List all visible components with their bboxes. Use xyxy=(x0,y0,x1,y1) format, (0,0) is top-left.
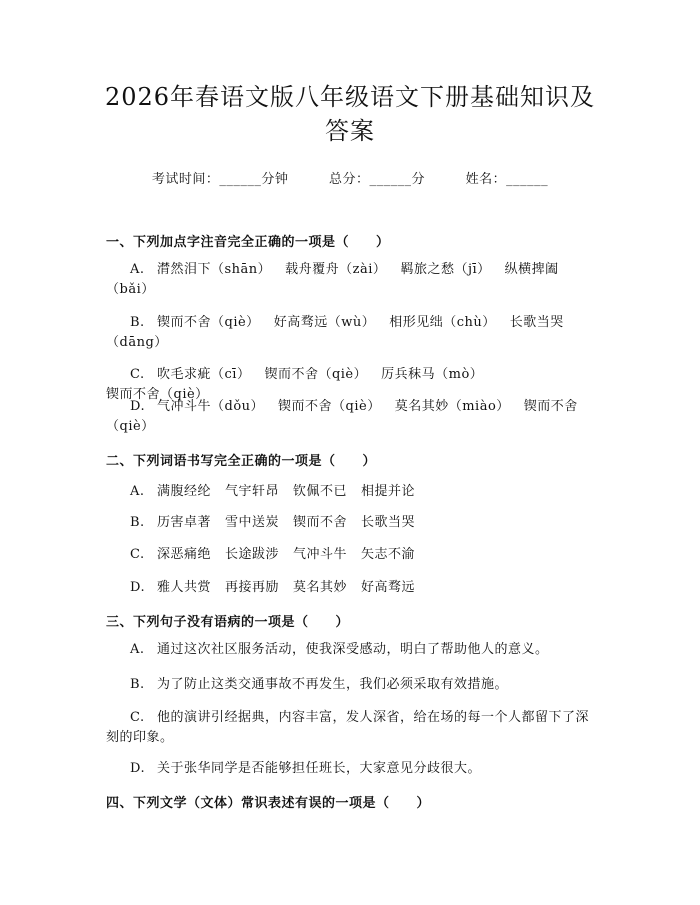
question-2-option-c xyxy=(106,545,596,565)
question-1-option-d xyxy=(106,397,596,437)
option-letter: A. xyxy=(130,484,145,499)
option-wrap: （qiè） xyxy=(106,419,155,434)
option-term: 气冲斗牛（dǒu） xyxy=(157,399,265,414)
option-term: 相形见绌（chù） xyxy=(389,315,496,330)
question-2-option-b xyxy=(106,513,596,533)
option-term: 相提并论 xyxy=(361,484,416,499)
option-wrap: （dāng） xyxy=(106,335,168,350)
option-term: 锲而不舍（qiè） xyxy=(157,315,260,330)
option-text: 通过这次社区服务活动，使我深受感动，明白了帮助他人的意义。 xyxy=(157,642,549,657)
option-wrap: 刻的印象。 xyxy=(106,730,174,745)
student-name-field: 姓名：______ xyxy=(465,172,549,187)
option-term: 纵横捭阖 xyxy=(504,262,559,277)
option-term: 深恶痛绝 xyxy=(157,547,212,562)
option-term: 矢志不渝 xyxy=(361,547,416,562)
option-term: 满腹经纶 xyxy=(157,484,212,499)
option-letter: A. xyxy=(130,642,145,657)
option-letter: A. xyxy=(130,262,145,277)
question-1-heading: 一、下列加点字注音完全正确的一项是（ ） xyxy=(106,235,390,250)
title-line-2: 答案 xyxy=(325,117,375,145)
option-letter: D. xyxy=(130,399,146,414)
option-term: 气宇轩昂 xyxy=(225,484,280,499)
question-1-option-a xyxy=(106,260,596,300)
option-term: 吹毛求疵（cī） xyxy=(157,367,251,382)
option-term: 雅人共赏 xyxy=(157,580,212,595)
option-letter: C. xyxy=(130,547,145,562)
title-line-1: 2026年春语文版八年级语文下册基础知识及 xyxy=(104,83,596,111)
option-letter: C. xyxy=(130,710,145,725)
question-3-option-c xyxy=(106,708,596,748)
question-3-option-a xyxy=(106,640,596,660)
option-term: 莫名其妙（miào） xyxy=(394,399,510,414)
option-term: 锲而不舍（qiè） xyxy=(264,367,368,382)
option-text: 为了防止这类交通事故不再发生，我们必须采取有效措施。 xyxy=(157,677,509,692)
page-title xyxy=(90,80,610,148)
option-term: 锲而不舍（qiè） xyxy=(106,387,209,402)
option-term: 历害卓著 xyxy=(157,515,212,530)
option-term: 气冲斗牛 xyxy=(293,547,348,562)
option-term: 锲而不舍 xyxy=(523,399,578,414)
option-text: 关于张华同学是否能够担任班长，大家意见分歧很大。 xyxy=(157,761,482,776)
exam-time-field: 考试时间：______分钟 xyxy=(151,172,289,187)
option-term: 厉兵秣马（mò） xyxy=(381,367,484,382)
option-term: 潸然泪下（shān） xyxy=(157,262,272,277)
option-wrap: （bǎi） xyxy=(106,282,155,297)
option-term: 长歌当哭 xyxy=(509,315,564,330)
option-term: 好高骛远（wù） xyxy=(273,315,376,330)
question-3-heading: 三、下列句子没有语病的一项是（ ） xyxy=(106,615,350,630)
option-letter: C. xyxy=(130,367,145,382)
option-letter: D. xyxy=(130,580,146,595)
option-term: 再接再励 xyxy=(225,580,280,595)
option-term: 载舟覆舟（zài） xyxy=(285,262,387,277)
option-term: 长歌当哭 xyxy=(361,515,416,530)
option-letter: B. xyxy=(130,515,145,530)
question-2-heading: 二、下列词语书写完全正确的一项是（ ） xyxy=(106,454,377,469)
option-letter: B. xyxy=(130,677,145,692)
option-term: 锲而不舍（qiè） xyxy=(278,399,381,414)
exam-meta xyxy=(0,168,700,187)
option-term: 好高骛远 xyxy=(361,580,416,595)
option-term: 莫名其妙 xyxy=(293,580,348,595)
option-term: 羁旅之愁（jī） xyxy=(400,262,491,277)
question-2-option-a xyxy=(106,482,596,502)
option-letter: D. xyxy=(130,761,146,776)
option-term: 钦佩不已 xyxy=(293,484,348,499)
question-2-option-d xyxy=(106,578,596,598)
question-4-heading: 四、下列文学（文体）常识表述有误的一项是（ ） xyxy=(106,796,431,811)
option-term: 锲而不舍 xyxy=(293,515,348,530)
option-text: 他的演讲引经据典，内容丰富，发人深省，给在场的每一个人都留下了深 xyxy=(157,710,590,725)
option-term: 长途跋涉 xyxy=(225,547,280,562)
option-term: 雪中送炭 xyxy=(225,515,280,530)
total-score-field: 总分：______分 xyxy=(328,172,425,187)
question-3-option-d xyxy=(106,759,596,779)
question-3-option-b xyxy=(106,675,596,695)
question-1-option-b xyxy=(106,313,596,353)
option-letter: B. xyxy=(130,315,145,330)
